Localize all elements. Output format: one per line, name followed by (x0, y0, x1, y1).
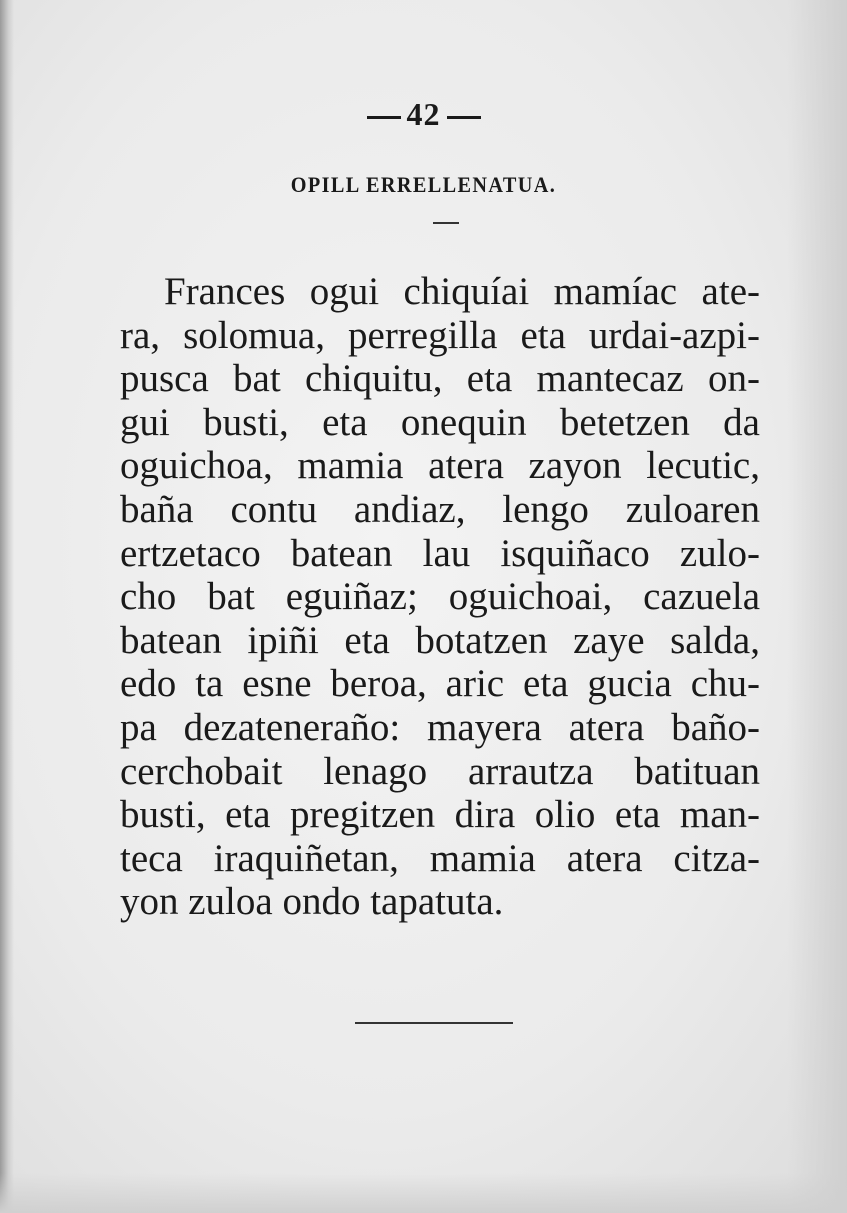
page-bottom-edge-shadow (0, 1173, 847, 1213)
end-divider (355, 1022, 513, 1024)
title-divider (433, 222, 459, 224)
body-line: cerchobait lenago arrautza batituan (120, 749, 760, 793)
body-line: ertzetaco batean lau isquiñaco zulo- (120, 531, 760, 575)
body-line: cho bat eguiñaz; oguichoai, cazuela (120, 575, 760, 619)
body-line: Frances ogui chiquíai mamíac ate- (164, 270, 760, 313)
body-line: baña contu andiaz, lengo zuloaren (120, 487, 760, 531)
page-number-right-dash (447, 116, 481, 119)
body-line: ra, solomua, perregilla eta urdai-azpi- (120, 313, 760, 357)
recipe-title: OPILL ERRELLENATUA. (290, 172, 557, 197)
body-line: batean ipiñi eta botatzen zaye salda, (120, 618, 760, 662)
page-number-value: 42 (406, 96, 441, 132)
body-line: yon zuloa ondo tapatuta. (120, 880, 504, 924)
page-left-edge-shadow (0, 0, 14, 1213)
page-number (0, 96, 847, 133)
body-line: edo ta esne beroa, aric eta gucia chu- (120, 662, 760, 706)
body-line: pusca bat chiquitu, eta mantecaz on- (120, 357, 760, 401)
body-line: busti, eta pregitzen dira olio eta man- (120, 793, 760, 837)
body-line: pa dezateneraño: mayera atera baño- (120, 705, 760, 749)
body-line: teca iraquiñetan, mamia atera citza- (120, 836, 760, 880)
page-number-left-dash (367, 116, 401, 119)
body-line: oguichoa, mamia atera zayon lecutic, (120, 444, 760, 488)
body-line: gui busti, eta onequin betetzen da (120, 400, 760, 444)
recipe-body (120, 270, 760, 924)
